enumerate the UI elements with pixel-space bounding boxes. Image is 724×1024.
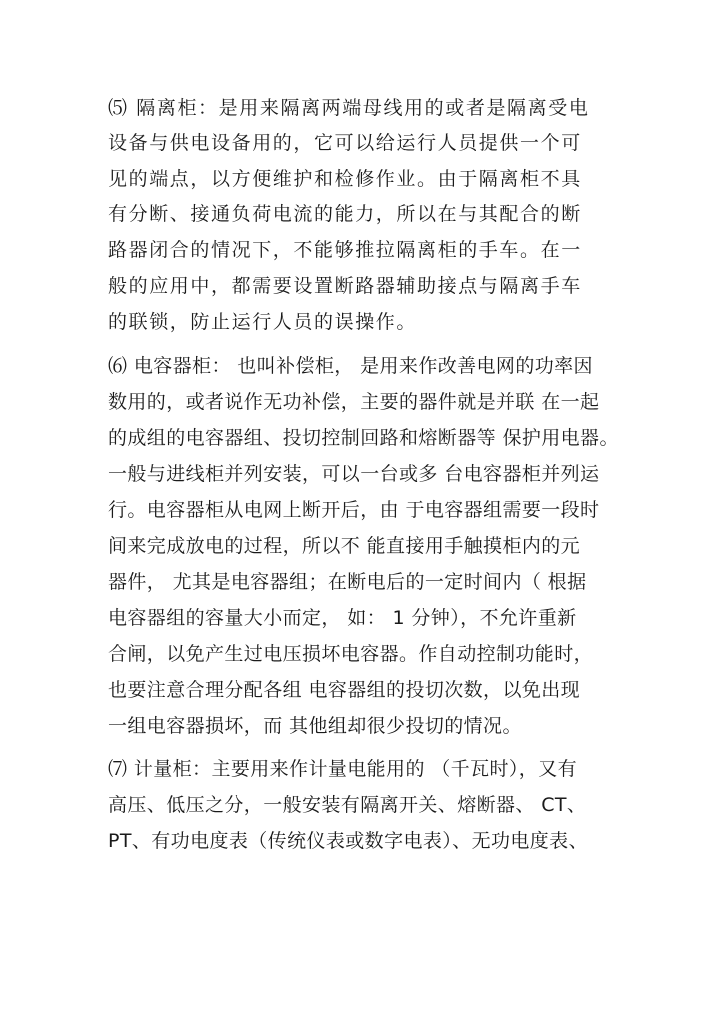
section-6-line-9: 合闸，以免产生过电压损坏电容器。作自动控制功能时， [108, 643, 594, 665]
section-5-line-7: 的联锁，防止运行人员的误操作。 [108, 311, 418, 333]
section-6-line-5: 行。电容器柜从电网上断开后，由 于电容器组需要一段时 [108, 499, 600, 521]
section-7-line-3: PT、有功电度表（传统仪表或数字电表）、无功电度表、 [108, 830, 588, 852]
section-5-line-5: 路器闭合的情况下，不能够推拉隔离柜的手车。在一 [108, 239, 582, 261]
section-6-line-2: 数用的，或者说作无功补偿，主要的器件就是并联 在一起 [108, 391, 600, 413]
section-5-line-6: 般的应用中，都需要设置断路器辅助接点与隔离手车 [108, 275, 582, 297]
section-6-line-11: 一组电容器损坏，而 其他组却很少投切的情况。 [108, 715, 522, 737]
section-5-line-3: 见的端点，以方便维护和检修作业。由于隔离柜不具 [108, 168, 582, 190]
section-6-line-3: 的成组的电容器组、投切控制回路和熔断器等 保护用电器。 [108, 427, 619, 449]
section-5-line-4: 有分断、接通负荷电流的能力，所以在与其配合的断 [108, 203, 582, 225]
section-6-line-8: 电容器组的容量大小而定， 如： 1 分钟），不允许重新 [108, 607, 577, 629]
section-7-line-1: ⑺ 计量柜：主要用来作计量电能用的 （千瓦时），又有 [108, 758, 577, 780]
section-6-line-10: 也要注意合理分配各组 电容器组的投切次数，以免出现 [108, 679, 581, 701]
section-6-line-1: ⑹ 电容器柜： 也叫补偿柜， 是用来作改善电网的功率因 [108, 355, 593, 377]
section-6-line-6: 间来完成放电的过程，所以不 能直接用手触摸柜内的元 [108, 535, 581, 557]
section-6-line-4: 一般与进线柜并列安装，可以一台或多 台电容器柜并列运 [108, 463, 600, 485]
section-6-line-7: 器件， 尤其是电容器组；在断电后的一定时间内（ 根据 [108, 571, 587, 593]
section-5-line-1: ⑸ 隔离柜：是用来隔离两端母线用的或者是隔离受电 [108, 97, 590, 119]
section-5-line-2: 设备与供电设备用的，它可以给运行人员提供一个可 [108, 132, 582, 154]
section-7-line-2: 高压、低压之分，一般安装有隔离开关、熔断器、 CT、 [108, 794, 587, 816]
